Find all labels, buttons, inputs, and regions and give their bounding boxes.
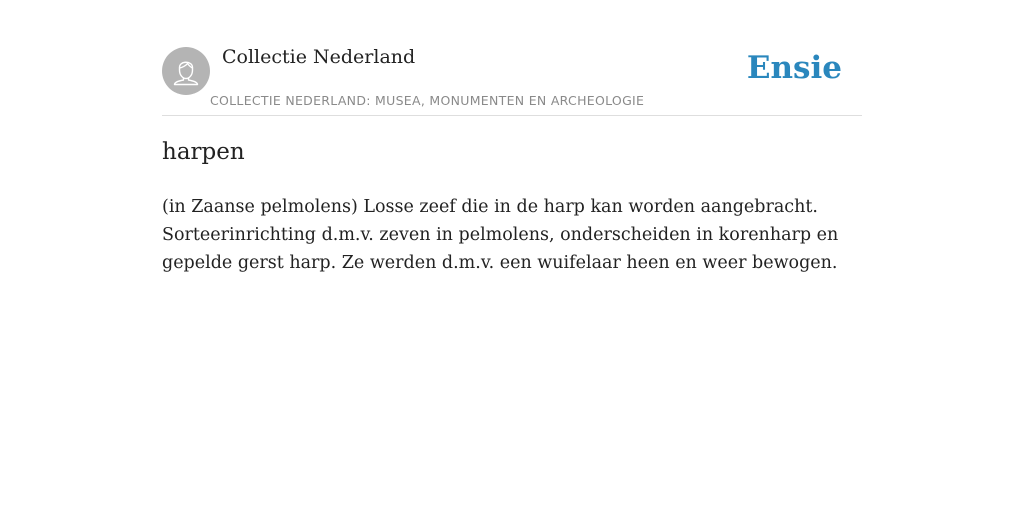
avatar[interactable]	[162, 47, 210, 95]
definition-text: (in Zaanse pelmolens) Losse zeef die in de harp kan worden aangebracht. Sorteerinrichting d.m.v. zeven in pelmolens, onderscheiden in korenharp en gepelde gerst harp. Ze werden d.m.v. een wuifelaar heen en weer bewogen.	[162, 197, 839, 273]
brand-logo-link[interactable]: Ensie	[746, 50, 842, 86]
term-title: harpen	[162, 139, 245, 165]
header	[162, 0, 862, 116]
source-label[interactable]: COLLECTIE NEDERLAND: MUSEA, MONUMENTEN EN ARCHEOLOGIE	[210, 93, 645, 108]
author-name[interactable]: Collectie Nederland	[222, 46, 416, 68]
user-silhouette-icon	[162, 47, 210, 95]
